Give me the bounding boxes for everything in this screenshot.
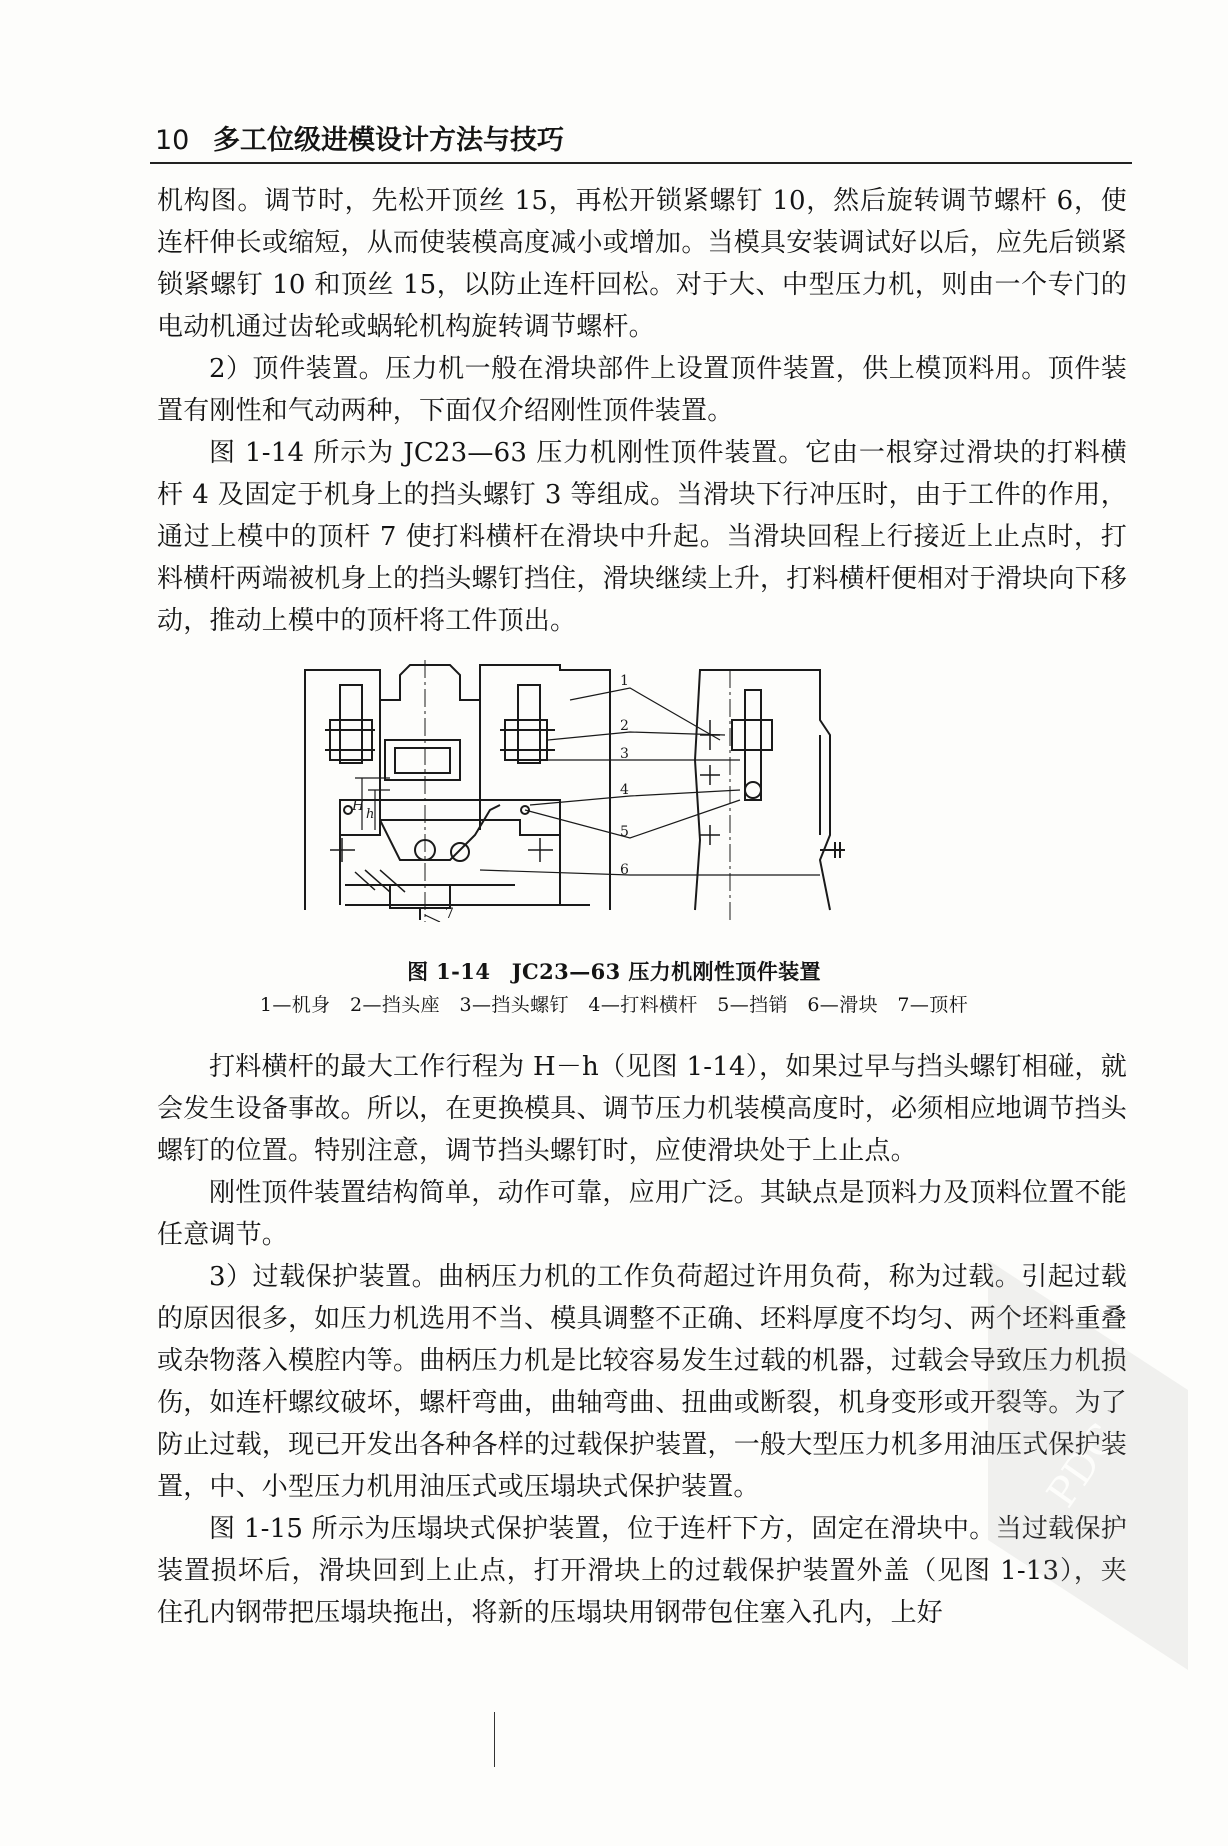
- figure-caption: 图 1-14 JC23—63 压力机刚性顶件装置: [407, 959, 821, 984]
- dim-h-label: h: [366, 807, 375, 822]
- running-header: [155, 118, 1115, 157]
- callout-4: 4: [620, 782, 629, 798]
- paragraph: 刚性顶件装置结构简单，动作可靠，应用广泛。其缺点是顶料力及顶料位置不能任意调节。: [157, 1178, 1127, 1250]
- callout-1: 1: [620, 673, 629, 689]
- header-rule: [150, 162, 1132, 164]
- paragraph: 图 1-14 所示为 JC23—63 压力机刚性顶件装置。它由一根穿过滑块的打料横杆 4 及固定于机身上的挡头螺钉 3 等组成。当滑块下行冲压时，由于工件的作用，通过上模中的顶杆 7 使打料横杆在滑块中升起。当滑块回程上行接近上止点时，打料横杆两端被机身上的挡头螺钉挡住，滑块继续上升，打料横杆便相对于滑块向下移动，推动上模中的顶杆将工件顶出。: [157, 438, 1127, 636]
- front-view: [305, 665, 610, 920]
- figure-legend: 1—机身 2—挡头座 3—挡头螺钉 4—打料横杆 5—挡销 6—滑块 7—顶杆: [259, 994, 969, 1016]
- paragraph: 打料横杆的最大工作行程为 H－h（见图 1-14），如果过早与挡头螺钉相碰，就会发生设备事故。所以，在更换模具、调节压力机装模高度时，必须相应地调节挡头螺钉的位置。特别注意，调节挡头螺钉时，应使滑块处于上止点。: [157, 1052, 1127, 1166]
- watermark-text: PDG: [1038, 1414, 1129, 1516]
- body-text-upper: [157, 180, 1127, 642]
- callout-7: 7: [445, 906, 454, 922]
- book-title: 多工位级进模设计方法与技巧: [213, 125, 564, 156]
- paragraph: 2）顶件装置。压力机一般在滑块部件上设置顶件装置，供上模顶料用。顶件装置有刚性和气动两种，下面仅介绍刚性顶件装置。: [157, 354, 1127, 426]
- dim-H-label: H: [352, 798, 365, 814]
- callout-5: 5: [620, 824, 629, 840]
- paragraph: 图 1-15 所示为压塌块式保护装置，位于连杆下方，固定在滑块中。当过载保护装置损坏后，滑块回到上止点，打开滑块上的过载保护装置外盖（见图 1-13），夹住孔内钢带把压塌块拖出，将新的压塌块用钢带包住塞入孔内，上好: [157, 1514, 1127, 1628]
- callout-6: 6: [620, 862, 629, 878]
- paragraph: 3）过载保护装置。曲柄压力机的工作负荷超过许用负荷，称为过载。引起过载的原因很多，如压力机选用不当、模具调整不正确、坯料厚度不均匀、两个坯料重叠或杂物落入模腔内等。曲柄压力机是比较容易发生过载的机器，过载会导致压力机损伤，如连杆螺纹破坏，螺杆弯曲，曲轴弯曲、扭曲或断裂，机身变形或开裂等。为了防止过载，现已开发出各种各样的过载保护装置，一般大型压力机多用油压式保护装置，中、小型压力机用油压式或压塌块式保护装置。: [157, 1262, 1127, 1502]
- press-ejector-diagram: [300, 660, 1000, 922]
- side-view: [695, 670, 845, 922]
- scan-artifact-line: [494, 1712, 495, 1767]
- page-number: 10: [155, 125, 190, 156]
- pdg-watermark: [948, 1250, 1198, 1670]
- paragraph: 机构图。调节时，先松开顶丝 15，再松开锁紧螺钉 10，然后旋转调节螺杆 6，使连杆伸长或缩短，从而使装模高度减小或增加。当模具安装调试好以后，应先后锁紧锁紧螺钉 10 和顶丝 15，以防止连杆回松。对于大、中型压力机，则由一个专门的电动机通过齿轮或蜗轮机构旋转调节螺杆。: [157, 186, 1127, 342]
- callout-2: 2: [620, 718, 629, 734]
- callout-3: 3: [620, 746, 629, 762]
